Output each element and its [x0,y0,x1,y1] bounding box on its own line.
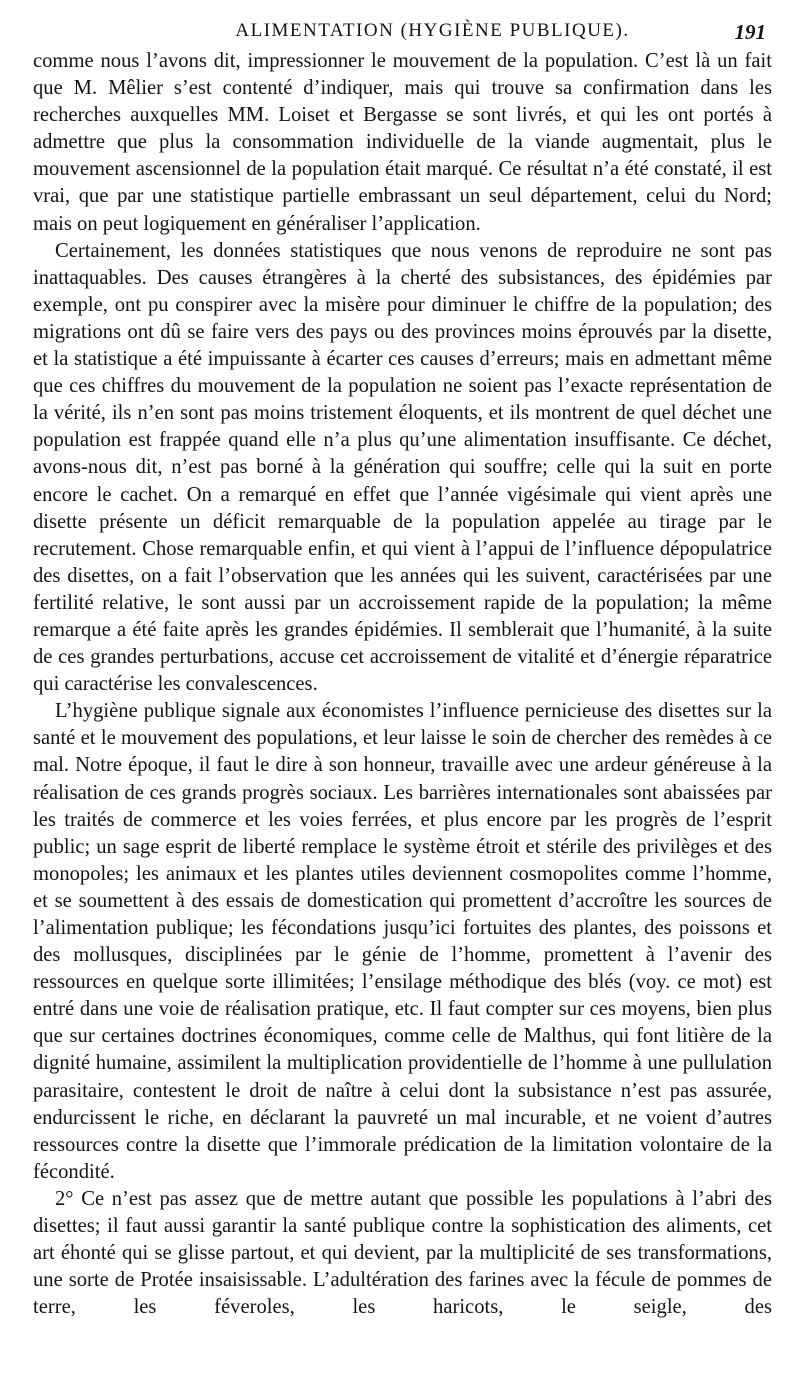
body-text [33,48,772,1321]
paragraph: L’hygiène publique signale aux économistes l’influence pernicieuse des disettes sur la santé et le mouvement des populations, et leur laisse le soin de chercher des remèdes à ce mal. Notre époque, il faut le dire à son honneur, travaille avec une ardeur généreuse à la réalisation de ces grands progrès sociaux. Les barrières internationales sont abaissées par les traités de commerce et les voies ferrées, et plus encore par les progrès de l’esprit public; un sage esprit de liberté remplace le système étroit et stérile des privilèges et des monopoles; les animaux et les plantes utiles deviennent cosmopolites comme l’homme, et se soumettent à des essais de domestication qui promettent d’accroître les sources de l’alimentation publique; les fécondations jusqu’ici fortuites des plantes, des poissons et des mollusques, disciplinées par le génie de l’homme, promettent à l’avenir des ressources en quelque sorte illimitées; l’ensilage méthodique des blés (voy. ce mot) est entré dans une voie de réalisation pratique, etc. Il faut compter sur ces moyens, bien plus que sur certaines doctrines économiques, comme celle de Malthus, qui font litière de la dignité humaine, assimilent la multiplication providentielle de l’homme à une pullulation parasitaire, contestent le droit de naître à celui dont la subsistance n’est pas assurée, endurcissent le riche, en déclarant la pauvreté un mal incurable, et ne voient d’autres ressources contre la disette que l’immorale prédication de la limitation volontaire de la fécondité. [33,700,772,1183]
running-head [33,20,772,46]
paragraph: Certainement, les données statistiques que nous venons de reproduire ne sont pas inattaquables. Des causes étrangères à la cherté des subsistances, des épidémies par exemple, ont pu conspirer avec la misère pour diminuer le chiffre de la population; des migrations ont dû se faire vers des pays ou des provinces moins éprouvés par la disette, et la statistique a été impuissante à écarter ces causes d’erreurs; mais en admettant même que ces chiffres du mouvement de la population ne soient pas l’exacte représentation de la vérité, ils n’en sont pas moins tristement éloquents, et ils montrent de quel déchet une population est frappée quand elle n’a plus qu’une alimentation insuffisante. Ce déchet, avons-nous dit, n’est pas borné à la génération qui souffre; celle qui la suit en porte encore le cachet. On a remarqué en effet que l’année vigésimale qui vient après une disette présente un déficit remarquable de la population appelée au tirage par le recrutement. Chose remarquable enfin, et qui vient à l’appui de l’influence dépopulatrice des disettes, on a fait l’observation que les années qui les suivent, caractérisées par une fertilité relative, le sont aussi par un accroissement rapide de la population; la même remarque a été faite après les grandes épidémies. Il semblerait que l’humanité, à la suite de ces grandes perturbations, accuse cet accroissement de vitalité et d’énergie réparatrice qui caractérise les convalescences. [33,239,772,696]
paragraph: 2° Ce n’est pas assez que de mettre autant que possible les populations à l’abri des disettes; il faut aussi garantir la santé publique contre la sophistication des aliments, cet art éhonté qui se glisse partout, et qui devient, par la multiplicité de ses transformations, une sorte de Protée insaisissable. L’adultération des farines avec la fécule de pommes de terre, les féveroles, les haricots, le seigle, des [33,1187,772,1319]
page-number: 191 [734,20,766,44]
running-title: ALIMENTATION (HYGIÈNE PUBLIQUE). [235,20,630,41]
paragraph-continuation: comme nous l’avons dit, impressionner le mouvement de la population. C’est là un fait que M. Mêlier s’est contenté d’indiquer, mais qui trouve sa confirmation dans les recherches auxquelles MM. Loiset et Bergasse se sont livrés, et qui les ont portés à admettre que plus la consommation individuelle de la viande augmentait, plus le mouvement ascensionnel de la population était marqué. Ce résultat n’a été constaté, il est vrai, que par une statistique partielle embrassant un seul département, celui du Nord; mais on peut logiquement en généraliser l’application. [33,50,772,235]
